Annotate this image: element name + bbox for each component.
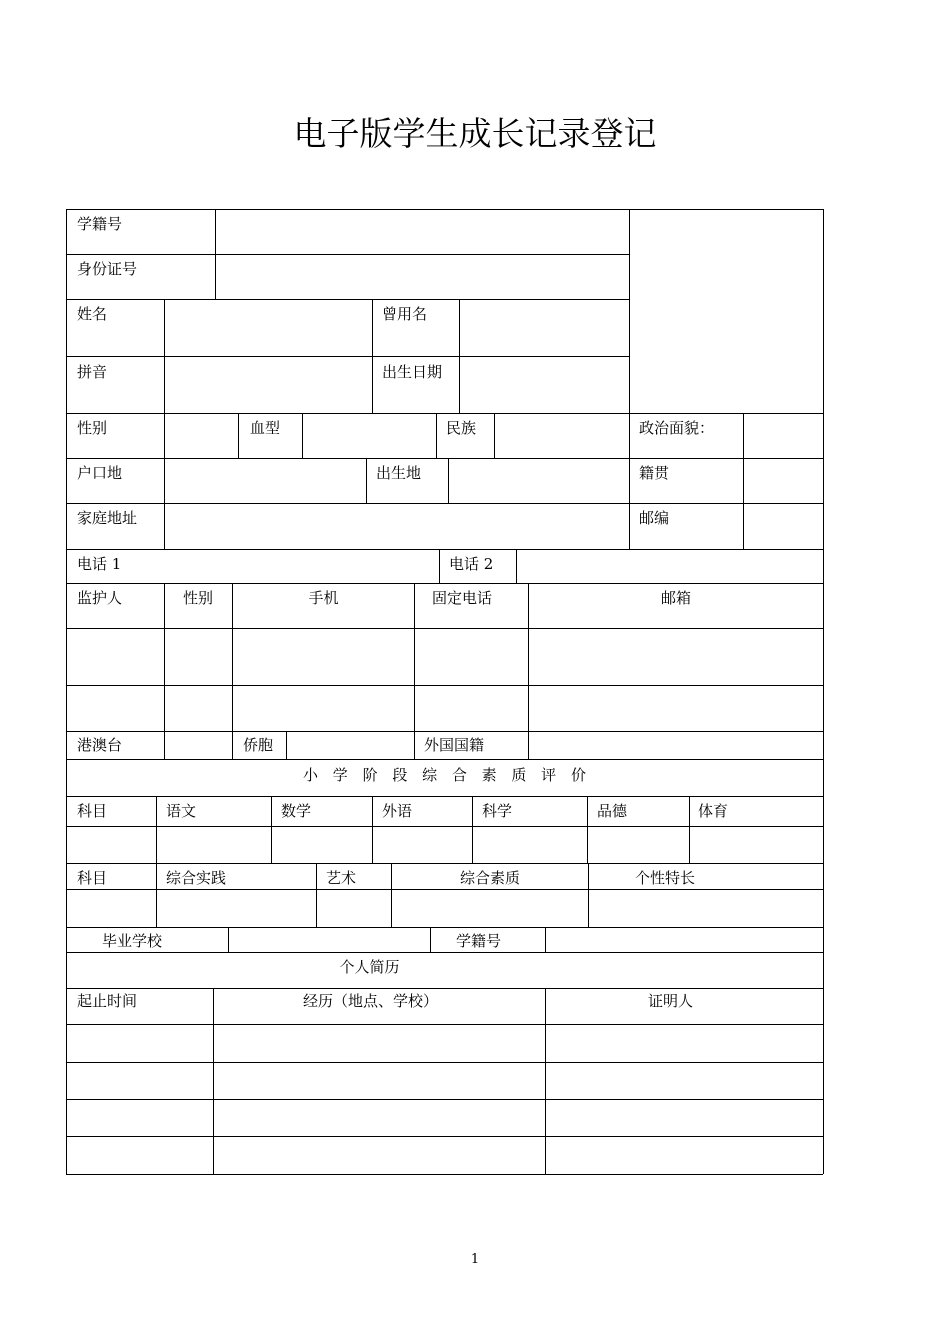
row-line (66, 413, 823, 414)
birth-date-label: 出生日期 (382, 363, 443, 381)
graduation-school-label: 毕业学校 (102, 932, 163, 950)
col-line (528, 583, 529, 759)
postcode-label: 邮编 (639, 509, 670, 527)
row-line (66, 731, 824, 732)
col-line (238, 413, 239, 458)
former-name-label: 曾用名 (382, 305, 428, 323)
subject-overall-quality: 综合素质 (459, 869, 520, 887)
col-line (516, 549, 517, 583)
row-line (66, 458, 823, 459)
row-line (66, 583, 823, 584)
birthplace-label: 出生地 (376, 464, 422, 482)
overseas-chinese-label: 侨胞 (243, 736, 274, 754)
col-line (439, 549, 440, 583)
resume-title: 个人简历 (339, 958, 400, 976)
row-line (66, 826, 823, 827)
graduation-student-id-label: 学籍号 (456, 932, 502, 950)
gender-label: 性别 (77, 419, 108, 437)
page-title: 电子版学生成长记录登记 (293, 114, 657, 153)
resume-experience-header: 经历（地点、学校） (302, 992, 438, 1010)
row-line (66, 927, 823, 928)
id-card-label: 身份证号 (77, 260, 138, 278)
col-line (164, 299, 165, 550)
col-line (302, 413, 303, 458)
subject-label: 科目 (77, 802, 108, 820)
row-line (66, 503, 823, 504)
political-status-label: 政治面貌： (639, 419, 715, 437)
page-number: 1 (470, 1252, 480, 1267)
row-line (66, 759, 824, 760)
foreign-nationality-label: 外国国籍 (424, 736, 485, 754)
subject-chinese: 语文 (166, 802, 197, 820)
resume-witness-header: 证明人 (647, 992, 693, 1010)
row-line (66, 988, 823, 989)
col-line (743, 413, 744, 550)
guardian-email-header: 邮箱 (660, 589, 691, 607)
row-line (66, 952, 823, 953)
row-line (66, 254, 629, 255)
resume-period-header: 起止时间 (77, 992, 138, 1010)
student-id-label: 学籍号 (77, 215, 123, 233)
row-line (66, 628, 823, 629)
col-line (213, 988, 214, 1174)
phone1-label: 电话 1 (77, 555, 122, 573)
col-line (372, 796, 373, 863)
col-line (316, 863, 317, 927)
row-line (66, 299, 629, 300)
row-line (66, 1099, 823, 1100)
col-line (436, 413, 437, 458)
row-line (66, 356, 629, 357)
row-line (66, 863, 823, 864)
row-line (66, 1136, 823, 1137)
blood-type-label: 血型 (250, 419, 281, 437)
guardian-landline-header: 固定电话 (432, 589, 493, 607)
home-address-label: 家庭地址 (77, 509, 138, 527)
hukou-label: 户口地 (77, 464, 123, 482)
phone2-label: 电话 2 (449, 555, 494, 573)
pinyin-label: 拼音 (77, 363, 108, 381)
col-line (430, 927, 431, 952)
photo-area[interactable] (630, 210, 822, 412)
row-line (66, 1062, 823, 1063)
ethnicity-label: 民族 (446, 419, 477, 437)
col-line (156, 796, 157, 927)
table-border-bottom (66, 1174, 823, 1175)
evaluation-title: 小 学 阶 段 综 合 素 质 评 价 (303, 766, 586, 784)
subject-label-2: 科目 (77, 869, 108, 887)
row-line (66, 796, 824, 797)
subject-art: 艺术 (326, 869, 357, 887)
subject-practice: 综合实践 (166, 869, 227, 887)
col-line (271, 796, 272, 863)
subject-science: 科学 (482, 802, 513, 820)
hkmt-label: 港澳台 (77, 736, 123, 754)
col-line (545, 927, 546, 952)
col-line (372, 299, 373, 413)
guardian-mobile-header: 手机 (308, 589, 339, 607)
col-line (494, 413, 495, 458)
subject-math: 数学 (281, 802, 312, 820)
subject-foreign-language: 外语 (382, 802, 413, 820)
row-line (66, 1024, 823, 1025)
guardian-gender-header: 性别 (183, 589, 214, 607)
col-line (689, 796, 690, 863)
col-line (448, 458, 449, 503)
row-line (66, 889, 823, 890)
col-line (414, 583, 415, 759)
col-line (164, 583, 165, 759)
table-border-right (823, 209, 824, 1174)
subject-pe: 体育 (698, 802, 729, 820)
col-line (587, 796, 588, 863)
row-line (66, 549, 823, 550)
guardian-header: 监护人 (77, 589, 123, 607)
col-line (232, 583, 233, 759)
table-border-left (66, 209, 67, 1174)
col-line (228, 927, 229, 952)
row-line (66, 685, 823, 686)
col-line (459, 299, 460, 413)
col-line (366, 458, 367, 503)
name-label: 姓名 (77, 305, 108, 323)
col-line (215, 209, 216, 299)
col-line (545, 988, 546, 1174)
col-line (472, 796, 473, 863)
subject-morality: 品德 (597, 802, 628, 820)
native-place-label: 籍贯 (639, 464, 670, 482)
subject-personal-talent: 个性特长 (634, 869, 695, 887)
col-line (286, 731, 287, 759)
